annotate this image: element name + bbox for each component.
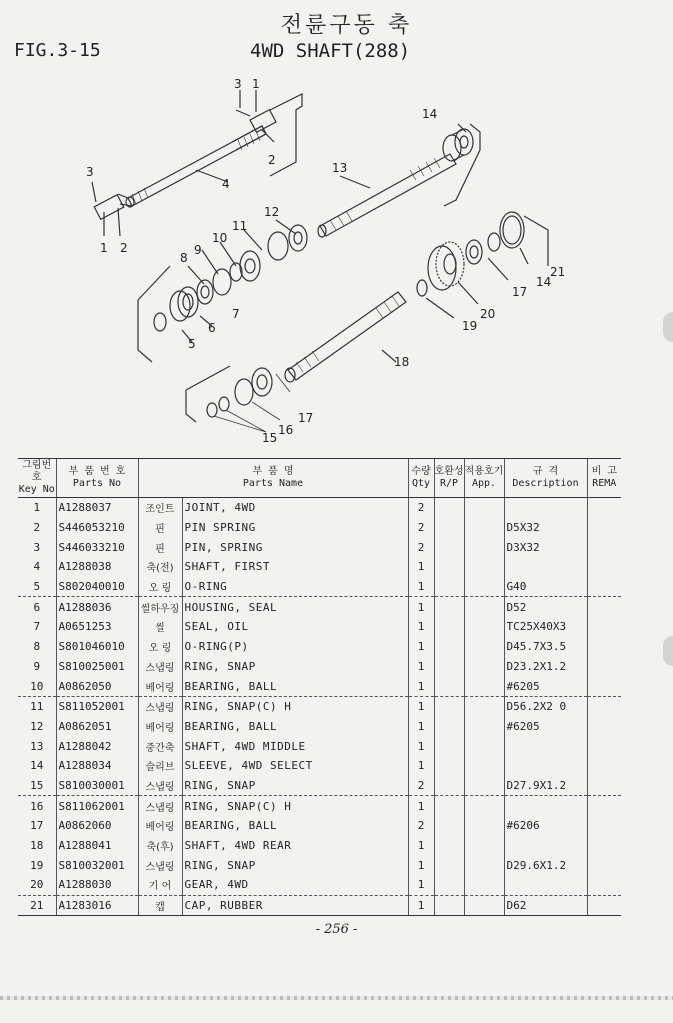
qty-cell: 1: [408, 855, 434, 875]
svg-text:8: 8: [180, 251, 188, 265]
header-description: 규 격 Description: [504, 459, 587, 498]
svg-text:2: 2: [120, 241, 128, 255]
qty-cell: 2: [408, 518, 434, 538]
table-row: [18, 756, 621, 776]
key-no-cell: 19: [30, 858, 44, 872]
svg-text:13: 13: [332, 161, 348, 175]
korean-name-cell: 베어링: [138, 676, 182, 696]
remark-cell: [587, 597, 621, 617]
description-cell: D27.9X1.2: [504, 776, 587, 796]
key-no-cell: 21: [18, 895, 56, 916]
app-cell: [464, 875, 504, 895]
table-row: [18, 537, 621, 557]
app-cell: [464, 597, 504, 617]
parts-no-cell: A0862051: [56, 717, 138, 737]
description-cell: D62: [504, 895, 587, 916]
table-header-row: [18, 459, 621, 498]
korean-name-cell: 베어링: [138, 717, 182, 737]
parts-no-cell: S811052001: [56, 696, 138, 716]
app-cell: [464, 776, 504, 796]
rp-cell: [434, 895, 464, 916]
upper-joint-drawing: [236, 90, 276, 142]
svg-text:15: 15: [262, 431, 278, 445]
parts-no-cell: S810025001: [56, 657, 138, 677]
description-cell: D23.2X1.2: [504, 657, 587, 677]
app-cell: [464, 537, 504, 557]
english-name-cell: RING, SNAP(C) H: [182, 696, 408, 716]
korean-name-cell: 오 링: [138, 577, 182, 597]
qty-cell: 1: [408, 657, 434, 677]
description-cell: D56.2X2 0: [504, 696, 587, 716]
rp-cell: [434, 657, 464, 677]
svg-text:5: 5: [188, 337, 196, 351]
app-cell: [464, 717, 504, 737]
page-number: - 256 -: [315, 922, 358, 937]
rp-cell: [434, 498, 464, 518]
description-cell: [504, 875, 587, 895]
svg-text:3: 3: [234, 77, 242, 91]
svg-text:9: 9: [194, 243, 202, 257]
description-cell: D29.6X1.2: [504, 855, 587, 875]
table-row: [18, 557, 621, 577]
key-no-cell: 13: [30, 739, 44, 753]
remark-cell: [587, 577, 621, 597]
parts-no-cell: S446033210: [56, 537, 138, 557]
key-no-cell: 14: [30, 759, 44, 773]
parts-no-cell: S811062001: [56, 796, 138, 816]
rp-cell: [434, 676, 464, 696]
header-app: 적용호기 App.: [464, 459, 504, 498]
header-rp: 호환성 R/P: [434, 459, 464, 498]
key-no-cell: 8: [33, 640, 41, 654]
svg-text:18: 18: [394, 355, 410, 369]
app-cell: [464, 498, 504, 518]
korean-name-cell: 슬리브: [138, 756, 182, 776]
english-name-cell: RING, SNAP(C) H: [182, 796, 408, 816]
qty-cell: 1: [408, 617, 434, 637]
scan-edge-line: [0, 996, 673, 1000]
remark-cell: [587, 776, 621, 796]
rp-cell: [434, 537, 464, 557]
rp-cell: [434, 816, 464, 836]
table-row: [18, 776, 621, 796]
remark-cell: [587, 796, 621, 816]
app-cell: [464, 637, 504, 657]
qty-cell: 1: [408, 756, 434, 776]
korean-name-cell: 오 링: [138, 637, 182, 657]
app-cell: [464, 756, 504, 776]
key-no-cell: 6: [33, 600, 41, 614]
svg-text:17: 17: [512, 285, 528, 299]
key-no-cell: 1: [33, 501, 41, 515]
key-no-cell: 20: [18, 875, 56, 895]
table-row: [18, 895, 621, 916]
key-no-cell: 18: [30, 839, 44, 853]
rp-cell: [434, 756, 464, 776]
key-no-cell: 5: [18, 577, 56, 597]
description-cell: [504, 836, 587, 856]
binding-hole-mark: [663, 636, 673, 666]
parts-no-cell: A1288037: [56, 498, 138, 518]
app-cell: [464, 855, 504, 875]
description-cell: [504, 796, 587, 816]
sleeve-drawing: [443, 129, 473, 161]
gear-assembly-drawing: [417, 212, 524, 296]
qty-cell: 1: [408, 736, 434, 756]
qty-cell: 1: [408, 557, 434, 577]
app-cell: [464, 836, 504, 856]
key-no-cell: 9: [33, 659, 41, 673]
table-row: [18, 836, 621, 856]
key-no-cell: 7: [33, 620, 41, 634]
rp-cell: [434, 736, 464, 756]
rp-cell: [434, 617, 464, 637]
table-row: [18, 577, 621, 597]
svg-text:2: 2: [268, 153, 276, 167]
parts-no-cell: A0651253: [56, 617, 138, 637]
app-cell: [464, 657, 504, 677]
qty-cell: 1: [408, 676, 434, 696]
korean-name-cell: 씰: [138, 617, 182, 637]
svg-text:10: 10: [212, 231, 228, 245]
korean-name-cell: 조인트: [138, 498, 182, 518]
qty-cell: 1: [408, 836, 434, 856]
rp-cell: [434, 717, 464, 737]
description-cell: D52: [504, 597, 587, 617]
app-cell: [464, 577, 504, 597]
table-row: [18, 518, 621, 538]
remark-cell: [587, 537, 621, 557]
korean-name-cell: 기 어: [138, 875, 182, 895]
korean-name-cell: 스냅링: [138, 776, 182, 796]
remark-cell: [587, 855, 621, 875]
description-cell: D3X32: [504, 537, 587, 557]
parts-no-cell: S801046010: [56, 637, 138, 657]
svg-text:11: 11: [232, 219, 248, 233]
table-row: [18, 855, 621, 875]
parts-no-cell: A0862050: [56, 676, 138, 696]
app-cell: [464, 557, 504, 577]
svg-text:19: 19: [462, 319, 478, 333]
app-cell: [464, 617, 504, 637]
table-row: [18, 717, 621, 737]
english-name-cell: O-RING: [182, 577, 408, 597]
table-row: [18, 696, 621, 716]
svg-text:7: 7: [232, 307, 240, 321]
parts-no-cell: A1288034: [56, 756, 138, 776]
korean-name-cell: 핀: [138, 518, 182, 538]
english-name-cell: BEARING, BALL: [182, 676, 408, 696]
english-name-cell: RING, SNAP: [182, 776, 408, 796]
korean-name-cell: 캡: [138, 895, 182, 916]
korean-name-cell: 스냅링: [138, 796, 182, 816]
english-name-cell: GEAR, 4WD: [182, 875, 408, 895]
english-name-cell: HOUSING, SEAL: [182, 597, 408, 617]
remark-cell: [587, 875, 621, 895]
parts-no-cell: S810032001: [56, 855, 138, 875]
svg-text:12: 12: [264, 205, 280, 219]
table-row: [18, 736, 621, 756]
parts-no-cell: A1288036: [56, 597, 138, 617]
english-name-cell: CAP, RUBBER: [182, 895, 408, 916]
svg-text:14: 14: [422, 107, 438, 121]
description-cell: G40: [504, 577, 587, 597]
english-name-cell: SLEEVE, 4WD SELECT: [182, 756, 408, 776]
korean-name-cell: 중간축: [138, 736, 182, 756]
parts-no-cell: S802040010: [56, 577, 138, 597]
table-row: [18, 657, 621, 677]
remark-cell: [587, 895, 621, 916]
remark-cell: [587, 557, 621, 577]
parts-no-cell: S810030001: [56, 776, 138, 796]
diagram-callouts: [86, 77, 565, 445]
remark-cell: [587, 736, 621, 756]
qty-cell: 1: [408, 637, 434, 657]
rp-cell: [434, 776, 464, 796]
figure-label: FIG.3-15: [14, 40, 101, 61]
english-name-cell: JOINT, 4WD: [182, 498, 408, 518]
table-row: [18, 498, 621, 518]
qty-cell: 1: [408, 875, 434, 895]
english-name-cell: SHAFT, 4WD REAR: [182, 836, 408, 856]
header-parts-no: 부 품 번 호 Parts No: [56, 459, 138, 498]
qty-cell: 1: [408, 717, 434, 737]
svg-text:21: 21: [550, 265, 566, 279]
description-cell: [504, 736, 587, 756]
korean-name-cell: 씰하우징: [138, 597, 182, 617]
parts-no-cell: A1283016: [56, 895, 138, 916]
qty-cell: 1: [408, 796, 434, 816]
key-no-cell: 15: [18, 776, 56, 796]
app-cell: [464, 895, 504, 916]
english-name-cell: SEAL, OIL: [182, 617, 408, 637]
rp-cell: [434, 696, 464, 716]
remark-cell: [587, 836, 621, 856]
header-parts-name: 부 품 명 Parts Name: [138, 459, 408, 498]
svg-text:3: 3: [86, 165, 94, 179]
table-row: [18, 617, 621, 637]
qty-cell: 1: [408, 696, 434, 716]
key-no-cell: 4: [33, 560, 41, 574]
table-row: [18, 875, 621, 895]
table-row: [18, 796, 621, 816]
rp-cell: [434, 796, 464, 816]
table-row: [18, 637, 621, 657]
rp-cell: [434, 855, 464, 875]
remark-cell: [587, 756, 621, 776]
rp-cell: [434, 557, 464, 577]
description-cell: D5X32: [504, 518, 587, 538]
rear-shaft-drawing: [285, 292, 406, 382]
korean-name-cell: 스냅링: [138, 855, 182, 875]
key-no-cell: 11: [30, 700, 44, 714]
lower-bearing-drawing: [207, 368, 272, 417]
svg-text:20: 20: [480, 307, 496, 321]
svg-text:1: 1: [252, 77, 260, 91]
korean-name-cell: 스냅링: [138, 696, 182, 716]
rp-cell: [434, 597, 464, 617]
parts-no-cell: A1288041: [56, 836, 138, 856]
table-row: [18, 676, 621, 696]
rp-cell: [434, 875, 464, 895]
app-cell: [464, 676, 504, 696]
app-cell: [464, 696, 504, 716]
qty-cell: 2: [408, 816, 434, 836]
remark-cell: [587, 518, 621, 538]
app-cell: [464, 796, 504, 816]
rp-cell: [434, 836, 464, 856]
qty-cell: 2: [408, 498, 434, 518]
description-cell: #6205: [504, 717, 587, 737]
korean-name-cell: 축(후): [138, 836, 182, 856]
description-cell: D45.7X3.5: [504, 637, 587, 657]
parts-list-table: [18, 458, 621, 916]
rp-cell: [434, 577, 464, 597]
english-name-cell: BEARING, BALL: [182, 816, 408, 836]
rp-cell: [434, 637, 464, 657]
svg-text:14: 14: [536, 275, 552, 289]
qty-cell: 2: [408, 537, 434, 557]
description-cell: #6206: [504, 816, 587, 836]
svg-text:16: 16: [278, 423, 294, 437]
remark-cell: [587, 717, 621, 737]
korean-title: 전륜구동 축: [280, 13, 413, 38]
remark-cell: [587, 498, 621, 518]
lower-joint-drawing: [92, 182, 124, 236]
header-remark: 비 고 REMA: [587, 459, 621, 498]
parts-no-cell: A1288038: [56, 557, 138, 577]
remark-cell: [587, 696, 621, 716]
table-row: [18, 816, 621, 836]
key-no-cell: 12: [30, 719, 44, 733]
svg-text:17: 17: [298, 411, 314, 425]
korean-name-cell: 핀: [138, 537, 182, 557]
english-name-cell: RING, SNAP: [182, 657, 408, 677]
english-name-cell: O-RING(P): [182, 637, 408, 657]
english-title: 4WD SHAFT(288): [250, 40, 411, 62]
key-no-cell: 3: [33, 540, 41, 554]
key-no-cell: 17: [30, 819, 44, 833]
key-no-cell: 16: [30, 799, 44, 813]
svg-text:1: 1: [100, 241, 108, 255]
qty-cell: 2: [408, 776, 434, 796]
app-cell: [464, 816, 504, 836]
table-row: [18, 597, 621, 617]
key-no-cell: 2: [33, 521, 41, 535]
english-name-cell: SHAFT, 4WD MIDDLE: [182, 736, 408, 756]
app-cell: [464, 518, 504, 538]
header-qty: 수량 Qty: [408, 459, 434, 498]
exploded-parts-diagram: [0, 70, 673, 455]
header-key-no: 그림번호 Key No: [18, 459, 56, 498]
first-shaft-drawing: [118, 126, 266, 207]
english-name-cell: PIN SPRING: [182, 518, 408, 538]
qty-cell: 1: [408, 597, 434, 617]
key-no-cell: 10: [18, 676, 56, 696]
english-name-cell: SHAFT, FIRST: [182, 557, 408, 577]
remark-cell: [587, 617, 621, 637]
qty-cell: 1: [408, 895, 434, 916]
remark-cell: [587, 637, 621, 657]
app-cell: [464, 736, 504, 756]
parts-no-cell: A0862060: [56, 816, 138, 836]
description-cell: [504, 756, 587, 776]
parts-no-cell: A1288030: [56, 875, 138, 895]
remark-cell: [587, 657, 621, 677]
rp-cell: [434, 518, 464, 538]
parts-no-cell: S446053210: [56, 518, 138, 538]
binding-hole-mark: [663, 312, 673, 342]
description-cell: [504, 557, 587, 577]
seal-bearing-row-drawing: [154, 225, 307, 331]
qty-cell: 1: [408, 577, 434, 597]
korean-name-cell: 스냅링: [138, 657, 182, 677]
svg-text:6: 6: [208, 321, 216, 335]
remark-cell: [587, 816, 621, 836]
description-cell: [504, 498, 587, 518]
english-name-cell: RING, SNAP: [182, 855, 408, 875]
description-cell: #6205: [504, 676, 587, 696]
korean-name-cell: 베어링: [138, 816, 182, 836]
remark-cell: [587, 676, 621, 696]
parts-no-cell: A1288042: [56, 736, 138, 756]
svg-text:4: 4: [222, 177, 230, 191]
english-name-cell: BEARING, BALL: [182, 717, 408, 737]
korean-name-cell: 축(전): [138, 557, 182, 577]
english-name-cell: PIN, SPRING: [182, 537, 408, 557]
description-cell: TC25X40X3: [504, 617, 587, 637]
